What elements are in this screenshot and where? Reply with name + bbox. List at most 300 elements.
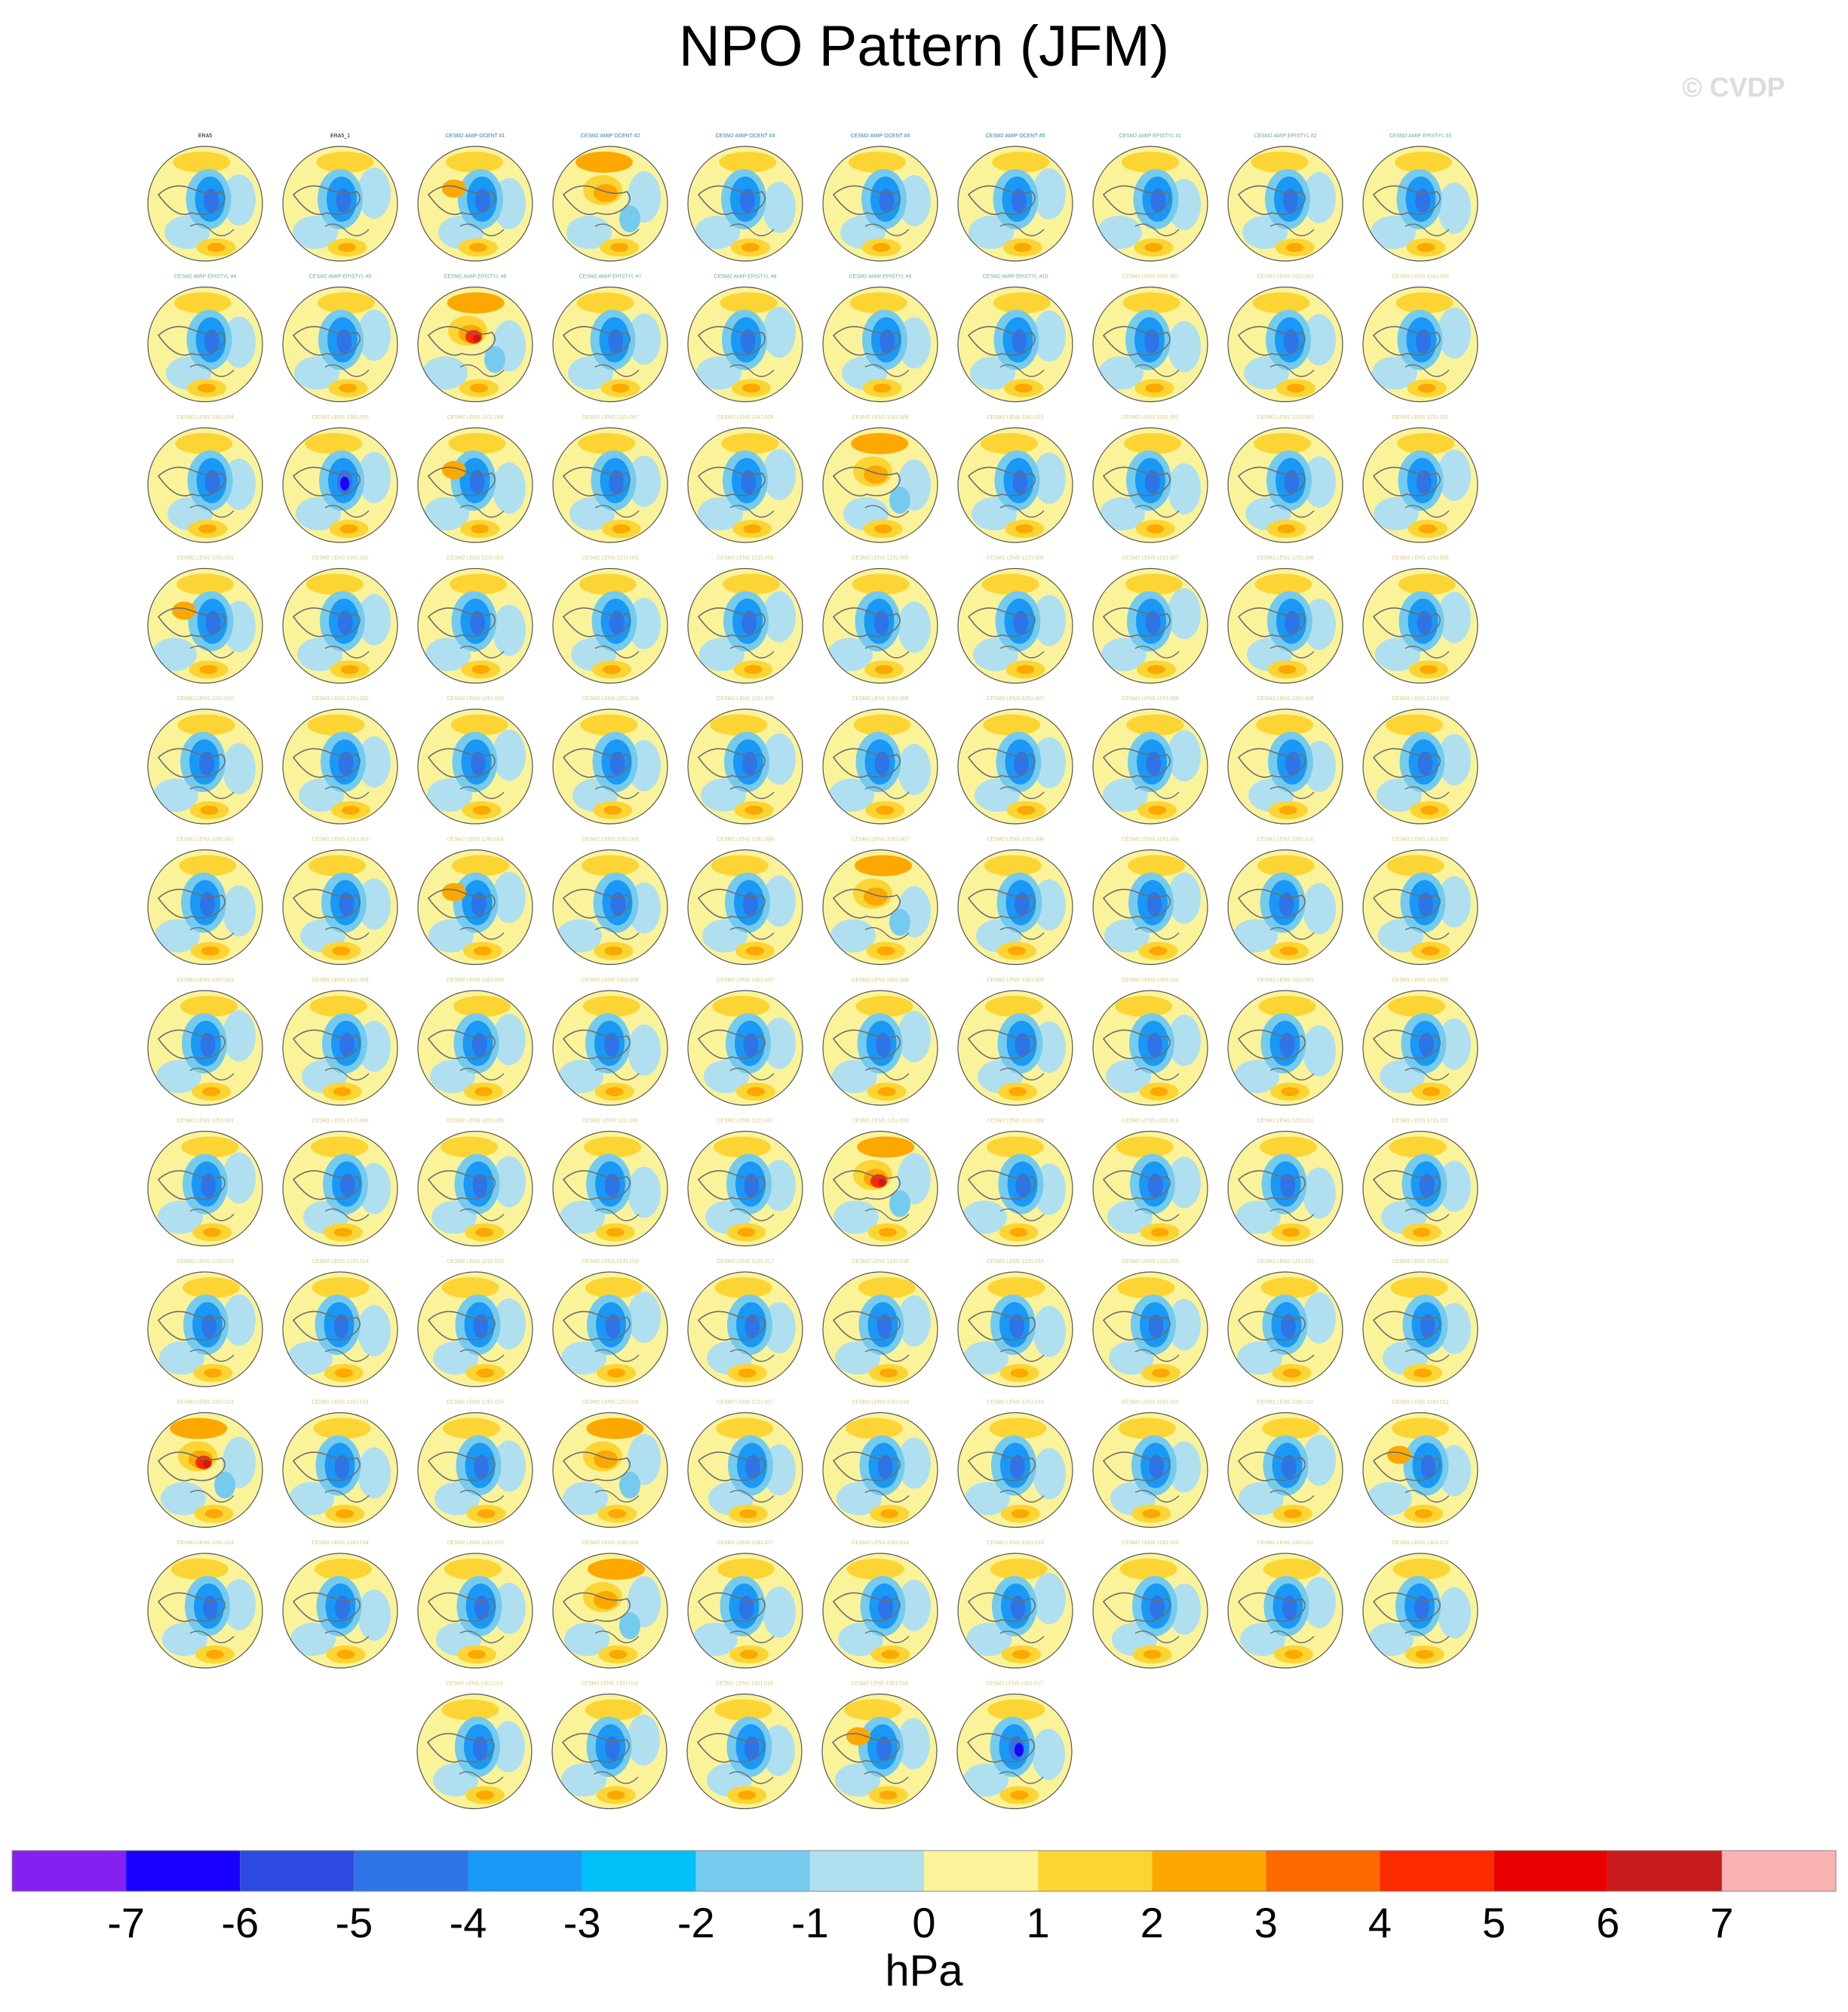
map-panel (1093, 1259, 1208, 1387)
contour-neg-core (1419, 1033, 1434, 1057)
map-panel (1093, 275, 1208, 402)
panel-label: CESM2 AMIP EPISTYL #3 (1389, 134, 1452, 139)
contour-pos-north (712, 996, 769, 1017)
contour-weak-neg (898, 1011, 931, 1062)
panel-label: CESM2 LENS 1281.003 (312, 837, 369, 843)
contour-weak-neg (898, 744, 931, 795)
panel-label: CESM2 AMIP EPISTYL #10 (982, 274, 1048, 280)
panel-label: CESM2 LENS 1251.014 (312, 1399, 369, 1405)
contour-pos-south-core (471, 665, 490, 674)
panel-label: CESM2 LENS 1251.003 (447, 696, 504, 702)
contour-pos-south-core (744, 665, 762, 674)
map-panel (283, 837, 398, 965)
contour-weak-neg (358, 1448, 391, 1499)
colorbar-box (1722, 1851, 1836, 1891)
panel-label: CESM2 LENS 1231.002 (447, 555, 504, 561)
panel-label: CESM2 AMIP EPISTYL #9 (849, 274, 912, 280)
colorbar-box (1266, 1851, 1380, 1891)
contour-pos-south-core (880, 1510, 898, 1519)
contour-pos-north (846, 1418, 903, 1439)
map-panel (148, 556, 262, 683)
contour-pos-south-core (1284, 1510, 1302, 1519)
contour-pos-north (443, 1418, 500, 1439)
panel-label: CESM2 AMIP EPISTYL #4 (173, 274, 237, 280)
map-panel (1228, 415, 1343, 542)
panel-label: CESM2 LENS 1171.009 (987, 1118, 1044, 1124)
contour-weak-neg (1438, 1587, 1471, 1639)
contour-pos-north (1261, 1277, 1318, 1298)
map-panel (823, 696, 938, 824)
panel-label: CESM2 LENS 1281.017 (717, 1540, 774, 1546)
contour-pos-north (453, 996, 511, 1017)
contour-pos-north (173, 152, 230, 173)
map-panel (148, 1540, 262, 1668)
panel-label: CESM2 LENS 1251.007 (987, 696, 1044, 702)
map-panel (553, 134, 668, 261)
map-panel (1363, 275, 1478, 402)
contour-pos-north (981, 433, 1038, 454)
contour-weak-neg (1303, 1168, 1336, 1219)
panel-label: CESM2 AMIP OCENT #4 (850, 134, 910, 139)
colorbar-tick-label: 7 (1710, 1899, 1734, 1946)
contour-weak-neg (557, 920, 602, 953)
contour-pos-center-extreme (878, 1179, 886, 1187)
contour-pos-south-core (1277, 524, 1295, 533)
colorbar-tick-label: -4 (449, 1899, 487, 1946)
map-panel (418, 1259, 533, 1387)
map-panel (823, 1540, 938, 1668)
colorbar-box (1380, 1851, 1494, 1891)
map-panel (283, 415, 398, 542)
contour-pos-south-core (1280, 947, 1298, 956)
map-panel (148, 1259, 262, 1387)
panel-label: CESM2 LENS 1251.013 (177, 1399, 234, 1405)
contour-pos-north (858, 1277, 916, 1298)
contour-pos-north (306, 574, 364, 595)
contour-pos-north (992, 152, 1049, 173)
colorbar-tick-label: 0 (912, 1899, 936, 1946)
map-panel (1093, 1119, 1208, 1246)
contour-pos-south-core (205, 1510, 223, 1519)
map-panel (283, 275, 398, 402)
contour-pos-south-core (1279, 665, 1297, 674)
panel-label: CESM2 AMIP OCENT #3 (715, 134, 775, 139)
contour-pos-north (844, 1700, 901, 1721)
contour-pos-south-core (1279, 806, 1297, 815)
map-panel (1228, 978, 1343, 1105)
map-panel (1228, 1540, 1343, 1668)
panel-label: CESM2 LENS 1281.013 (177, 1540, 234, 1546)
panel-label: CESM2 LENS 1301.008 (852, 978, 909, 983)
contour-weak-neg (763, 1587, 796, 1638)
contour-pos-south-core (1419, 524, 1437, 533)
contour-pos-south-core (874, 524, 892, 533)
colorbar-box (468, 1851, 582, 1891)
contour-pos-south-core (873, 384, 892, 393)
panel-label: CESM2 LENS 1231.017 (717, 1259, 774, 1264)
contour-pos-south-core (606, 1087, 624, 1096)
contour-pos-north (1120, 1559, 1177, 1580)
map-panel (823, 1400, 938, 1528)
contour-pos-south-core (603, 806, 622, 815)
panel-label: CESM2 AMIP OCENT #1 (445, 134, 505, 139)
panel-label: CESM2 AMIP OCENT #5 (985, 134, 1045, 139)
contour-pos-north (586, 1418, 643, 1439)
contour-pos-south-core (738, 1791, 756, 1800)
map-panel (1093, 1400, 1208, 1528)
panel-label: CESM2 LENS 1251.006 (852, 696, 909, 702)
colorbar-tick-label: 4 (1368, 1899, 1392, 1946)
panel-label: CESM2 AMIP EPISTYL #8 (714, 274, 777, 280)
contour-pos-north (1128, 855, 1185, 877)
panel-label: CESM2 LENS 1301.014 (581, 1681, 638, 1687)
contour-pos-south-core (206, 1650, 224, 1659)
panel-label: CESM2 LENS 1281.016 (582, 1540, 639, 1546)
contour-neg-core (204, 189, 219, 213)
contour-pos-south-core (335, 1368, 353, 1378)
colorbar-box (924, 1851, 1038, 1891)
contour-pos-south-core (333, 1087, 351, 1096)
contour-weak-neg (898, 602, 931, 653)
map-panel (688, 1400, 803, 1528)
map-panel (148, 415, 262, 542)
contour-weak-neg (493, 730, 526, 781)
contour-weak-neg (1168, 730, 1201, 782)
contour-pos-north (1122, 152, 1179, 173)
contour-pos-north (716, 1418, 773, 1439)
contour-pos-south-core (1420, 806, 1438, 815)
panel-label: CESM2 LENS 1251.016 (582, 1399, 639, 1405)
contour-pos-south-core (875, 665, 893, 674)
map-panel (1363, 837, 1478, 965)
map-panel (823, 978, 938, 1105)
map-panel (148, 275, 262, 402)
panel-label: CESM2 AMIP EPISTYL #5 (309, 274, 372, 280)
panel-label: CESM2 LENS 1301.016 (851, 1681, 908, 1687)
panel-label: CESM2 LENS 1001.001 (1122, 274, 1179, 280)
panel-label: CESM2 LENS 1251.004 (582, 696, 639, 702)
contour-pos-south-core (1418, 384, 1436, 393)
contour-pos-north (309, 855, 366, 877)
contour-weak-neg (962, 1201, 1007, 1234)
contour-pos-south-core (1151, 1228, 1169, 1237)
contour-pos-south-core (872, 243, 890, 252)
contour-neg-core (474, 1455, 489, 1479)
contour-pos-center-extreme (203, 1461, 210, 1468)
map-panel (418, 134, 533, 261)
colorbar-box (810, 1851, 924, 1891)
panel-label: CESM2 LENS 1011.001 (1257, 978, 1314, 983)
contour-pos-south-core (204, 1368, 222, 1378)
contour-weak-neg (1367, 1482, 1412, 1516)
contour-pos-north (1392, 1418, 1449, 1439)
contour-pos-north (578, 433, 635, 454)
contour-pos-south-core (1423, 1087, 1441, 1096)
contour-pos-south-core (881, 1650, 899, 1659)
map-panel (552, 1682, 667, 1809)
contour-pos-south-core (336, 1510, 354, 1519)
contour-pos-south-core (336, 1650, 355, 1659)
panel-label: CESM2 LENS 1301.009 (987, 978, 1044, 983)
contour-pos-south-core (1285, 1650, 1303, 1659)
contour-pos-south-core (332, 947, 350, 956)
contour-pos-north (183, 1277, 240, 1298)
contour-pos-south-core (1414, 1368, 1432, 1378)
contour-pos-south-core (876, 806, 894, 815)
contour-pos-south-core (1413, 1228, 1431, 1237)
contour-pos-south-core (201, 806, 219, 815)
colorbar-tick-label: 5 (1482, 1899, 1506, 1946)
contour-pos-south-core (199, 665, 217, 674)
colorbar-unit-label: hPa (885, 1946, 963, 1995)
contour-pos-north (442, 1277, 499, 1298)
contour-pos-north (1256, 714, 1313, 736)
contour-weak-neg (1033, 1448, 1066, 1500)
map-panel (1093, 134, 1208, 261)
contour-pos-north (1115, 996, 1172, 1017)
map-panel (553, 978, 668, 1105)
map-panel (553, 275, 668, 402)
contour-pos-north (985, 996, 1042, 1017)
contour-pos-south-core (334, 1228, 352, 1237)
contour-pos-north (1396, 293, 1454, 314)
contour-pos-north (452, 855, 509, 877)
map-panel (417, 1682, 532, 1809)
panel-label: CESM2 LENS 1281.012 (1392, 1399, 1449, 1405)
contour-weak-neg (763, 182, 796, 233)
colorbar-tick-label: -2 (677, 1899, 715, 1946)
contour-pos-south-core (747, 1087, 765, 1096)
contour-pos-north (307, 714, 364, 736)
panel-label: CESM2 LENS 1301.011 (1257, 1540, 1314, 1546)
map-panel (1363, 134, 1478, 261)
contour-pos-north (451, 714, 508, 736)
contour-pos-north (576, 152, 633, 173)
contour-neg-extreme (1015, 1743, 1024, 1757)
map-panel (283, 1259, 398, 1387)
colorbar-tick-label: 6 (1596, 1899, 1620, 1946)
map-panel (688, 415, 803, 542)
contour-pos-south-core (202, 1087, 220, 1096)
map-panel (148, 1400, 262, 1528)
contour-weak-neg (1168, 588, 1201, 640)
map-panel (1228, 556, 1343, 683)
colorbar-box (126, 1851, 240, 1891)
map-panel (1228, 1119, 1343, 1246)
map-panel (1363, 556, 1478, 683)
contour-pos-north (1252, 293, 1309, 314)
contour-pos-south-core (746, 947, 764, 956)
map-panel (687, 1682, 802, 1809)
contour-pos-south-core (1008, 947, 1026, 956)
panel-label: CESM2 LENS 1251.012 (1392, 1259, 1449, 1264)
colorbar-tick-label: -1 (790, 1899, 829, 1946)
map-panel (418, 696, 533, 824)
panel-label: CESM2 LENS 1301.015 (716, 1681, 773, 1687)
contour-pos-south-core (340, 524, 358, 533)
watermark: © CVDP (1682, 72, 1785, 103)
panel-label: CESM2 LENS 1121.007 (582, 415, 639, 420)
contour-pos-south-core (1281, 1087, 1299, 1096)
panel-label: CESM2 AMIP OCENT #2 (580, 134, 640, 139)
colorbar-box (240, 1851, 354, 1891)
panel-label: CESM2 LENS 1281.008 (987, 837, 1044, 843)
panel-label: CESM2 LENS 1231.004 (717, 555, 774, 561)
contour-weak-neg (493, 462, 526, 514)
contour-pos-south-core (474, 1087, 493, 1096)
panel-label: CESM2 LENS 1201.001 (1122, 415, 1179, 420)
contour-weak-neg (358, 167, 391, 219)
map-panel (283, 978, 398, 1105)
contour-pos-north (721, 433, 778, 454)
map-panel (283, 696, 398, 824)
contour-pos-south-core (1414, 1510, 1432, 1519)
contour-pos-north (1126, 714, 1183, 736)
map-panel (148, 978, 262, 1105)
contour-pos-north (318, 293, 375, 314)
contour-weak-neg (223, 743, 256, 794)
contour-pos-south-core (879, 1228, 897, 1237)
contour-pos-south-core (1015, 524, 1033, 533)
panel-label: CESM2 LENS 1061.004 (177, 415, 234, 420)
contour-pos-south-core (475, 1228, 493, 1237)
map-panel (553, 1119, 668, 1246)
contour-pos-south-core (879, 1368, 898, 1378)
panel-label: CESM2 LENS 1231.003 (582, 555, 639, 561)
map-panel (148, 134, 262, 261)
map-panel (688, 1259, 803, 1387)
map-panel (1363, 1540, 1478, 1668)
contour-pos-south-core (342, 806, 360, 815)
contour-pos-north (316, 152, 373, 173)
contour-pos-north (1262, 1418, 1319, 1439)
panel-label: CESM2 LENS 1251.017 (717, 1399, 774, 1405)
panel-label: CESM2 LENS 1151.008 (852, 1118, 909, 1124)
contour-pos-south-core (1012, 1650, 1030, 1659)
contour-pos-north (1387, 855, 1444, 877)
panel-label: CESM2 LENS 1301.013 (446, 1681, 503, 1687)
map-panel (958, 134, 1073, 261)
map-panel (418, 556, 533, 683)
map-panel (958, 696, 1073, 824)
panel-label: CESM2 AMIP EPISTYL #2 (1254, 134, 1317, 139)
contour-pos-south-core (476, 1368, 494, 1378)
map-panel (958, 275, 1073, 402)
map-panel (957, 1682, 1072, 1809)
contour-pos-south-core (741, 243, 760, 252)
contour-pos-south-core (1016, 665, 1034, 674)
panel-label: CESM2 LENS 1281.011 (1257, 1399, 1314, 1405)
panel-label: CESM2 LENS 1071.004 (312, 1118, 369, 1124)
contour-pos-north (1251, 152, 1309, 173)
contour-pos-south-core (1420, 665, 1438, 674)
panel-label: CESM2 LENS 1021.002 (1257, 274, 1314, 280)
map-panel (1228, 275, 1343, 402)
contour-pos-south-core (1015, 384, 1033, 393)
map-panel (418, 1119, 533, 1246)
contour-pos-south-core (1282, 1228, 1300, 1237)
contour-pos-north (580, 714, 637, 736)
colorbar-box (1152, 1851, 1266, 1891)
panel-label: CESM2 LENS 1281.010 (1257, 837, 1314, 843)
panel-label: CESM2 AMIP EPISTYL #6 (444, 274, 507, 280)
map-panel (958, 978, 1073, 1105)
contour-pos-south-core (1011, 1510, 1030, 1519)
panel-label: CESM2 LENS 1231.019 (987, 1259, 1044, 1264)
map-panel (823, 556, 938, 683)
contour-pos-south-core (207, 243, 226, 252)
map-panel (823, 134, 938, 261)
map-panel (958, 1540, 1073, 1668)
map-panel (1228, 1400, 1343, 1528)
colorbar-box (1038, 1851, 1152, 1891)
map-panel (1093, 837, 1208, 965)
contour-pos-south-core (1421, 947, 1439, 956)
contour-pos-north (1397, 433, 1454, 454)
colorbar-box (582, 1851, 696, 1891)
map-panel (553, 1400, 668, 1528)
contour-pos-south-core (1147, 524, 1165, 533)
contour-pos-north (1389, 1137, 1447, 1158)
contour-pos-north (310, 996, 367, 1017)
colorbar-box (354, 1851, 468, 1891)
map-panel (283, 1119, 398, 1246)
panel-label: CESM2 LENS 1051.003 (177, 1118, 234, 1124)
panel-label: CESM2 LENS 1281.007 (852, 837, 909, 843)
map-panel (418, 415, 533, 542)
contour-pos-south-core (604, 947, 622, 956)
map-panel (1093, 556, 1208, 683)
map-panel (283, 134, 398, 261)
map-panel (688, 1119, 803, 1246)
contour-pos-north (1117, 1277, 1174, 1298)
contour-weak-neg (1168, 321, 1201, 373)
panel-label: CESM2 LENS 1281.006 (717, 837, 774, 843)
panel-label: CESM2 AMIP EPISTYL #1 (1119, 134, 1182, 139)
contour-pos-south-core (611, 384, 629, 393)
panel-label: CESM2 LENS 1231.005 (852, 555, 909, 561)
contour-pos-north (582, 855, 639, 877)
contour-pos-north (1116, 1137, 1174, 1158)
contour-weak-neg (358, 1590, 391, 1641)
contour-pos-north (983, 714, 1040, 736)
map-panel (1363, 978, 1478, 1105)
panel-label: CESM2 LENS 1231.008 (1257, 555, 1314, 561)
contour-pos-south-core (1018, 806, 1036, 815)
panel-label: CESM2 LENS 1191.010 (1122, 1118, 1179, 1124)
contour-pos-south-core (607, 1791, 625, 1800)
map-panel (553, 696, 668, 824)
contour-pos-north (847, 1559, 904, 1580)
contour-pos-south-core (607, 1368, 625, 1378)
contour-weak-neg (493, 605, 526, 656)
map-panel (418, 837, 533, 965)
contour-pos-south-core (470, 384, 488, 393)
map-panel (958, 415, 1073, 542)
panel-label: CESM2 LENS 1231.010 (177, 696, 234, 702)
contour-pos-north (982, 574, 1039, 595)
panel-label: CESM2 LENS 1041.003 (1392, 274, 1449, 280)
contour-pos-south-core (469, 243, 487, 252)
panel-label: CESM2 LENS 1281.005 (582, 837, 639, 843)
contour-pos-north (1388, 996, 1445, 1017)
panel-label: CESM2 LENS 1251.009 (1257, 696, 1314, 702)
contour-pos-north (710, 714, 767, 736)
panel-label: CESM2 LENS 1251.019 (987, 1399, 1044, 1405)
contour-pos-south-core (1146, 384, 1164, 393)
map-panel (958, 1259, 1073, 1387)
contour-pos-north (723, 574, 780, 595)
